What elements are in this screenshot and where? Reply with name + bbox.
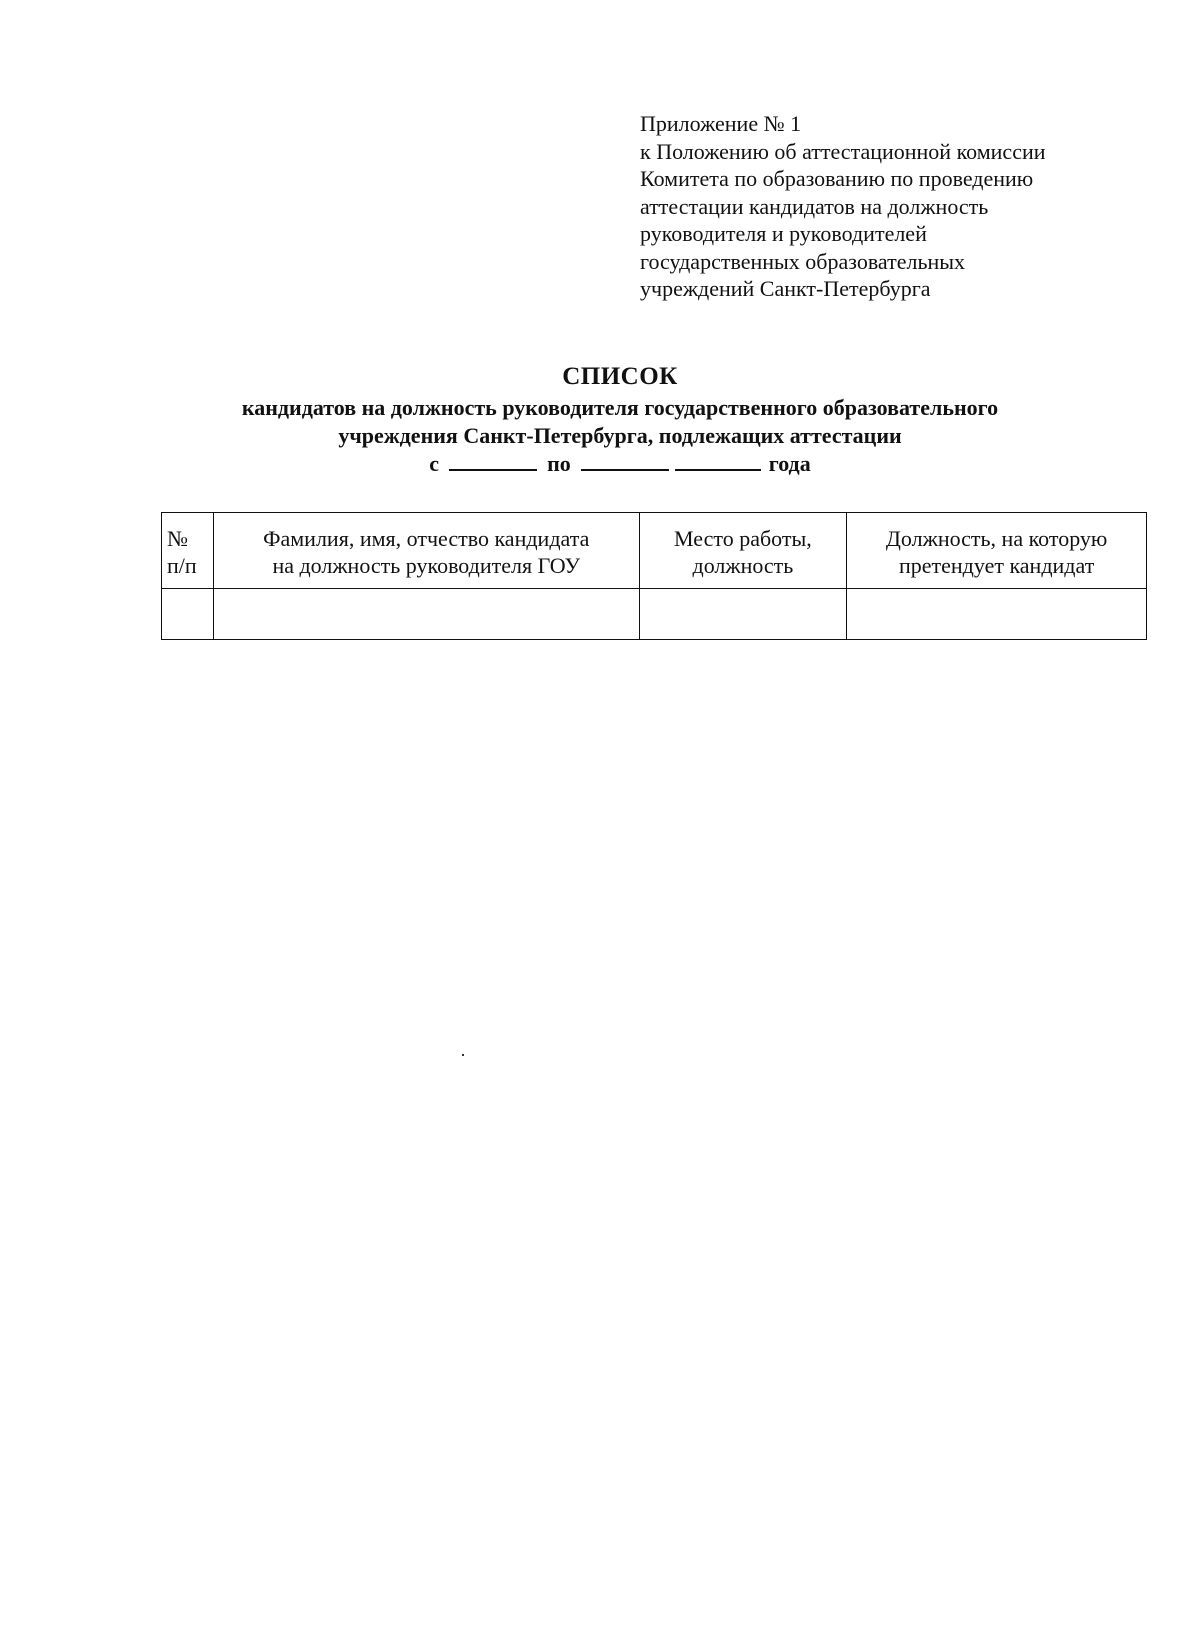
period-year-blank [675,451,761,471]
document-heading [0,360,1200,478]
period-year-word: года [768,451,811,476]
appendix-line: к Положению об аттестационной комиссии [640,138,1046,164]
scan-speck [462,1054,464,1056]
appendix-line: государственных образовательных [640,248,966,274]
header-target-position [847,513,1147,589]
header-line: Должность, на которую [885,526,1108,551]
header-line: претендует кандидат [898,553,1095,578]
header-line: № [167,526,188,551]
appendix-line: Приложение № 1 [640,111,802,136]
candidates-table [161,512,1147,640]
header-line: на должность руководителя ГОУ [272,553,581,578]
header-workplace [639,513,847,589]
appendix-reference [640,110,1140,303]
table-cell [213,589,639,640]
header-line: Фамилия, имя, отчество кандидата [263,526,590,551]
appendix-line: руководителя и руководителей [640,221,927,246]
header-line: п/п [167,553,197,578]
header-line: Место работы, [674,526,812,551]
period-from-blank [449,451,537,471]
table-header-row [162,513,1147,589]
period-line [0,450,1200,478]
table-cell [162,589,214,640]
period-from-word: с [429,451,440,476]
table-row [162,589,1147,640]
header-full-name [213,513,639,589]
header-line: должность [692,553,794,578]
appendix-line: учреждений Санкт-Петербурга [640,276,931,301]
table-cell [847,589,1147,640]
period-to-blank [581,451,669,471]
document-subtitle-line-2: учреждения Санкт-Петербурга, подлежащих аттестации [338,423,902,448]
document-title: СПИСОК [562,363,678,390]
appendix-line: Комитета по образованию по проведению [640,166,1034,191]
appendix-line: аттестации кандидатов на должность [640,193,989,219]
header-number [162,513,214,589]
period-to-word: по [547,451,571,476]
document-subtitle-line-1: кандидатов на должность руководителя государственного образовательного [241,395,999,420]
table-cell [639,589,847,640]
